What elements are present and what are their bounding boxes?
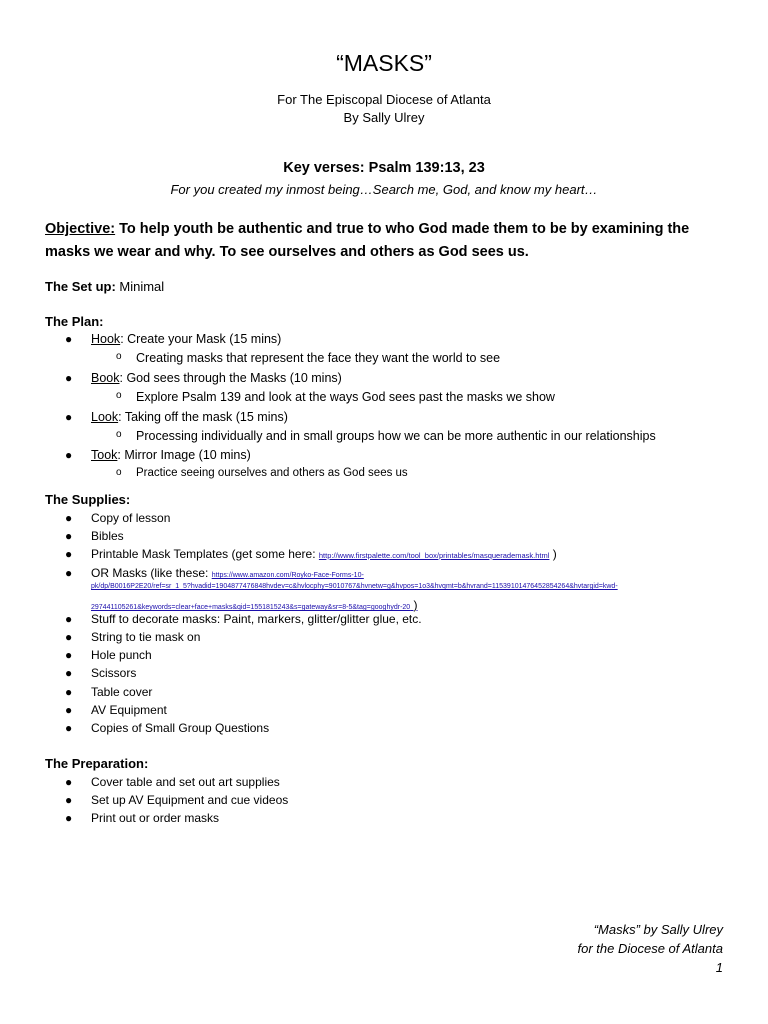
key-verses-quote: For you created my inmost being…Search me, God, and know my heart… <box>170 182 598 197</box>
amazon-link-part-3[interactable]: 297441105261&keywords=clear+face+masks&qid=1551815243&s=gateway&sr=8-5&tag=googhydr-20 <box>91 604 411 611</box>
bullet-icon: ● <box>65 612 73 626</box>
bullet-icon: ● <box>65 630 73 644</box>
bullet-icon: ● <box>65 547 73 561</box>
plan-item-desc: : Taking off the mask (15 mins) <box>118 410 288 424</box>
bullet-icon: ● <box>65 332 73 346</box>
template-link[interactable]: http://www.firstpalette.com/tool_box/printables/masquerademask.html <box>318 551 550 560</box>
plan-item-name: Hook <box>91 332 121 346</box>
objective-paragraph <box>45 218 735 264</box>
bullet-icon: ● <box>65 703 73 717</box>
page-title: “MASKS” <box>336 50 432 76</box>
plan-item-name: Book <box>91 371 120 385</box>
setup-line <box>45 279 164 294</box>
plan-item-name: Look <box>91 410 119 424</box>
bullet-icon: ● <box>65 529 73 543</box>
circle-bullet-icon: o <box>116 467 122 478</box>
circle-bullet-icon: o <box>116 390 122 401</box>
bullet-icon: ● <box>65 566 73 580</box>
document-page: “MASKS” For The Episcopal Diocese of Atlanta By Sally Ulrey Key verses: Psalm 139:13, 23 For you created my inmost being…Search me, God, and know my heart… Objective: To help youth be authentic and true to who God made them to be by examining the masks we wear and why. To see ourselves and others as God sees us. The Set up: Minimal The Plan: ● Hook: Create your Mask (15 mins) o Creating masks that represent the face they want the world to see ● Book: God sees through the Masks (10 mins) o Explore Psalm 139 and look at the ways God sees past the masks we show ● Look: Taking off the mask (15 mins) o Processing individually and in small groups how we can be more authentic in our relationships ● Took: Mirror Image (10 mins) o Practice seeing ourselves and others as God sees us The Supplies: ● Copy of lesson ● Bibles ● Printable Mask Templates (get some here: http://www.firstpalette.com/tool_box/printables/masquerademask.html ) ● OR Masks (like these: https://www.amazon.com/Royko-Face-Forms-10- pk/dp/B0016P2E20/ref=sr_1_5?hvadid=1904877476848hvdev=c&hvlocphy=9010767&hvnetw=g&hvpos=1o3&hvqmt=b&hvrand=11539101476452854264&hvtargid=kwd- 297441105261&keywords=clear+face+masks&qid=1551815243&s=gateway&sr=8-5&tag=googhydr-20 ) ● Stuff to decorate masks: Paint, markers, glitter/glitter glue, etc. ● String to tie mask on ● Hole punch ● Scissors ● Table cover ● AV Equipment ● Copies of Small Group Questions The Preparation: ● Cover table and set out art supplies ● Set up AV Equipment and cue videos ● Print out or order masks “Masks” by Sally Ulrey for the Diocese of Atlanta 1 <box>0 0 768 1024</box>
plan-item-desc: : God sees through the Masks (10 mins) <box>119 371 342 385</box>
preparation-heading: The Preparation: <box>45 756 149 771</box>
key-verses-heading: Key verses: Psalm 139:13, 23 <box>283 160 485 176</box>
footer-credit: “Masks” by Sally Ulrey <box>593 922 723 937</box>
circle-bullet-icon: o <box>116 429 122 440</box>
objective-text: To help youth be authentic and true to who God made them to be by examining the masks we wear and why. To see ourselves and others as God sees us. <box>45 221 690 260</box>
bullet-icon: ● <box>65 666 73 680</box>
setup-value: Minimal <box>115 279 165 294</box>
plan-item-desc: : Mirror Image (10 mins) <box>117 448 251 462</box>
bullet-icon: ● <box>65 511 73 525</box>
bullet-icon: ● <box>65 811 73 825</box>
bullet-icon: ● <box>65 410 73 424</box>
plan-item-name: Took <box>91 448 118 462</box>
author-line: By Sally Ulrey <box>343 110 425 125</box>
setup-label: The Set up: <box>45 279 116 294</box>
amazon-link-part-1[interactable]: https://www.amazon.com/Royko-Face-Forms-10- <box>211 572 364 579</box>
footer-diocese: for the Diocese of Atlanta <box>577 941 723 956</box>
circle-bullet-icon: o <box>116 351 122 362</box>
bullet-icon: ● <box>65 648 73 662</box>
bullet-icon: ● <box>65 685 73 699</box>
amazon-link-part-3-line: 297441105261&keywords=clear+face+masks&qid=1551815243&s=gateway&sr=8-5&tag=googhydr-20 ) <box>91 598 418 612</box>
plan-heading: The Plan: <box>45 314 104 329</box>
bullet-icon: ● <box>65 721 73 735</box>
objective-label: Objective: <box>45 221 116 237</box>
diocese-line: For The Episcopal Diocese of Atlanta <box>277 92 491 107</box>
bullet-icon: ● <box>65 448 73 462</box>
supplies-heading: The Supplies: <box>45 492 131 507</box>
bullet-icon: ● <box>65 793 73 807</box>
bullet-icon: ● <box>65 371 73 385</box>
page-number: 1 <box>715 960 723 975</box>
plan-item-desc: : Create your Mask (15 mins) <box>120 332 282 346</box>
bullet-icon: ● <box>65 775 73 789</box>
amazon-link-part-2[interactable]: pk/dp/B0016P2E20/ref=sr_1_5?hvadid=1904877476848hvdev=c&hvlocphy=9010767&hvnetw=g&hvpos=1o3&hvqmt=b&hvrand=11539101476452854264&hvtargid=kwd- <box>91 583 618 590</box>
